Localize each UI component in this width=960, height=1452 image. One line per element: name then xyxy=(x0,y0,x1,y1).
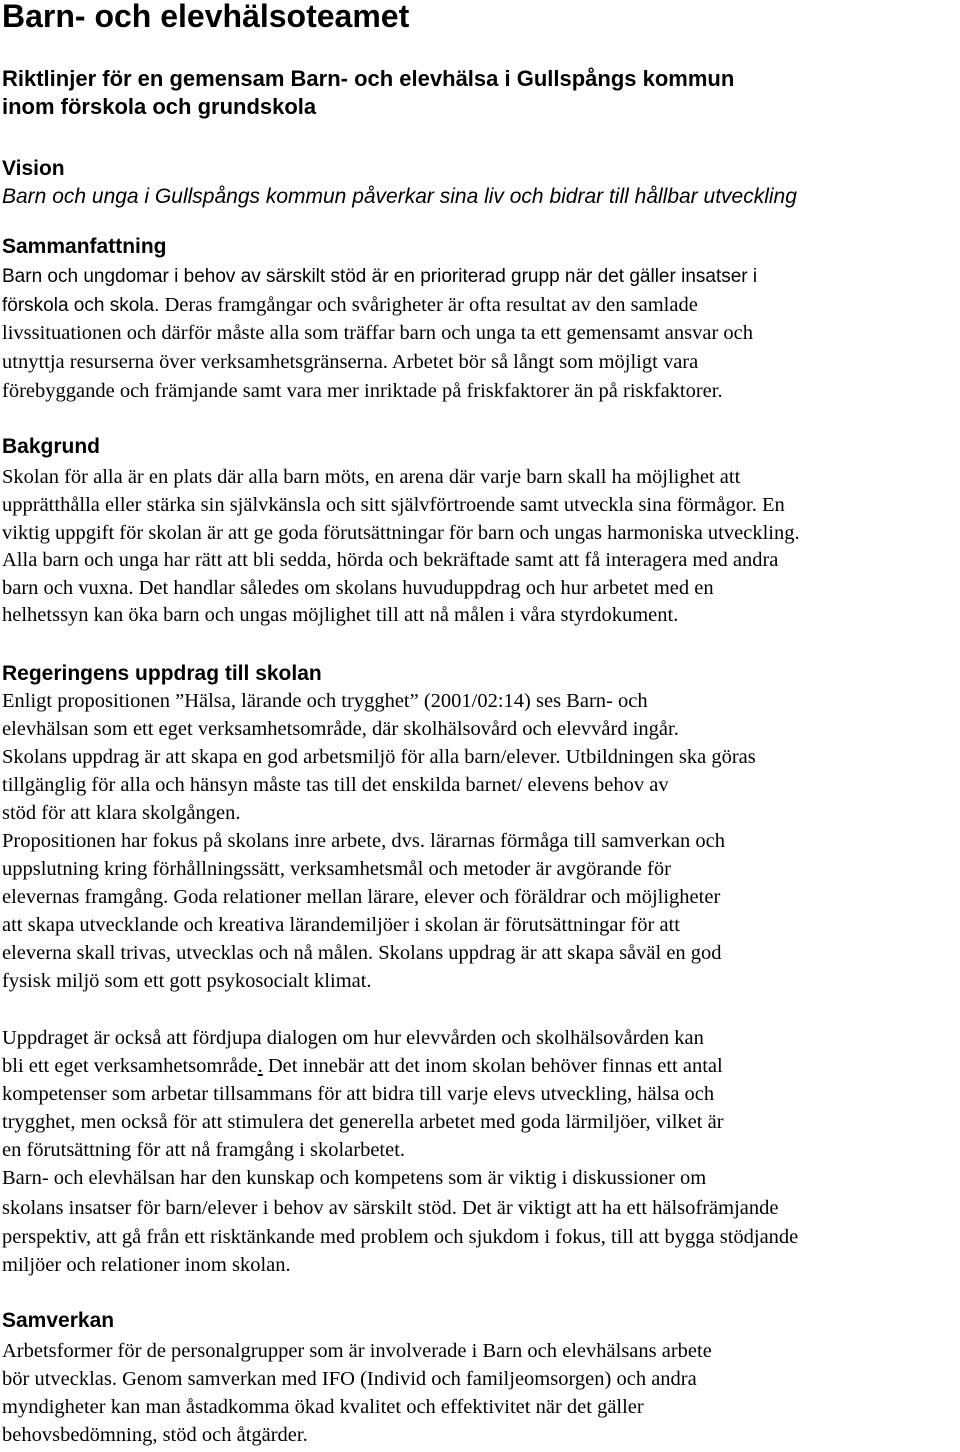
bakgrund-line: helhetssyn kan öka barn och ungas möjlighet till att nå målen i våra styrdokument. xyxy=(2,604,679,626)
regeringens-line: Enligt propositionen ”Hälsa, lärande och trygghet” (2001/02:14) ses Barn- och xyxy=(2,690,648,712)
samverkan-line: behovsbedömning, stöd och åtgärder. xyxy=(2,1424,308,1446)
regeringens-line: elevhälsan som ett eget verksamhetsområde, där skolhälsovård och elevvård ingår. xyxy=(2,718,679,740)
para2-line-2-part-c: Det innebär att det inom skolan behöver finnas ett antal xyxy=(262,1055,723,1077)
regeringens-para2-line: trygghet, men också för att stimulera det generella arbetet med goda lärmiljöer, vilket är xyxy=(2,1111,724,1133)
regeringens-line: tillgänglig för alla och hänsyn måste tas till det enskilda barnet/ elevens behov av xyxy=(2,774,669,796)
regeringens-para2-line: en förutsättning för att nå framgång i skolarbetet. xyxy=(2,1139,406,1161)
sammanfattning-line-2-sans: förskola och skola. xyxy=(2,295,160,316)
sammanfattning-line-2 xyxy=(2,294,698,317)
regeringens-para2-line: Barn- och elevhälsan har den kunskap och kompetens som är viktig i diskussioner om xyxy=(2,1167,707,1189)
sammanfattning-line-5: förebyggande och främjande samt vara mer inriktade på friskfaktorer än på riskfaktorer. xyxy=(2,380,723,402)
samverkan-line: myndigheter kan man åstadkomma ökad kvalitet och effektivitet när det gäller xyxy=(2,1396,644,1418)
bakgrund-line: Skolan för alla är en plats där alla barn möts, en arena där varje barn skall ha möjlighet att xyxy=(2,466,741,488)
regeringens-para2-line: kompetenser som arbetar tillsammans för att bidra till varje elevs utveckling, hälsa och xyxy=(2,1083,715,1105)
samverkan-line: bör utvecklas. Genom samverkan med IFO (Individ och familjeomsorgen) och andra xyxy=(2,1368,697,1390)
vision-text: Barn och unga i Gullspångs kommun påverkar sina liv och bidrar till hållbar utveckling xyxy=(2,185,797,208)
subtitle-line-1: Riktlinjer för en gemensam Barn- och elevhälsa i Gullspångs kommun xyxy=(2,66,735,91)
regeringens-line: eleverna skall trivas, utvecklas och nå målen. Skolans uppdrag är att skapa såväl en god xyxy=(2,942,722,964)
regeringens-para2-line: miljöer och relationer inom skolan. xyxy=(2,1254,291,1276)
bakgrund-heading: Bakgrund xyxy=(2,435,101,458)
para2-line-2-part-a: bli ett eget verksamhetsområde xyxy=(2,1055,258,1077)
regeringens-line: uppslutning kring förhållningssätt, verksamhetsmål och metoder är avgörande för xyxy=(2,858,671,880)
regeringens-para2-line-2 xyxy=(2,1055,723,1078)
sammanfattning-line-3: livssituationen och därför måste alla som träffar barn och unga ta ett gemensamt ansvar och xyxy=(2,322,754,344)
subtitle-line-2: inom förskola och grundskola xyxy=(2,94,317,119)
bakgrund-line: upprätthålla eller stärka sin självkänsla och sitt självförtroende samt utveckla sina förmågor. En xyxy=(2,494,785,516)
regeringens-para2-line: skolans insatser för barn/elever i behov av särskilt stöd. Det är viktigt att ha ett hälsofrämjande xyxy=(2,1197,779,1219)
bakgrund-line: Alla barn och unga har rätt att bli sedda, hörda och bekräftade samt att få interagera med andra xyxy=(2,549,779,571)
sammanfattning-line-4: utnyttja resurserna över verksamhetsgränserna. Arbetet bör så långt som möjligt vara xyxy=(2,351,699,373)
samverkan-heading: Samverkan xyxy=(2,1309,115,1332)
samverkan-line: Arbetsformer för de personalgrupper som är involverade i Barn och elevhälsans arbete xyxy=(2,1340,712,1362)
regeringens-line: Skolans uppdrag är att skapa en god arbetsmiljö för alla barn/elever. Utbildningen ska göras xyxy=(2,746,756,768)
bakgrund-line: barn och vuxna. Det handlar således om skolans huvuduppdrag och hur arbetet med en xyxy=(2,577,714,599)
vision-heading: Vision xyxy=(2,157,65,180)
regeringens-para2-line: perspektiv, att gå från ett risktänkande med problem och sjukdom i fokus, till att bygga stödjande xyxy=(2,1226,799,1248)
regeringens-para2-line-1: Uppdraget är också att fördjupa dialogen om hur elevvården och skolhälsovården kan xyxy=(2,1027,704,1049)
page-title: Barn- och elevhälsoteamet xyxy=(2,0,410,34)
sammanfattning-heading: Sammanfattning xyxy=(2,235,167,258)
regeringens-heading: Regeringens uppdrag till skolan xyxy=(2,662,322,685)
regeringens-line: elevernas framgång. Goda relationer mellan lärare, elever och föräldrar och möjligheter xyxy=(2,886,721,908)
bakgrund-line: viktig uppgift för skolan är att ge goda förutsättningar för barn och ungas harmoniska utveckling. xyxy=(2,522,800,544)
sammanfattning-line-2-serif: Deras framgångar och svårigheter är ofta resultat av den samlade xyxy=(159,294,698,316)
regeringens-line: att skapa utvecklande och kreativa lärandemiljöer i skolan är förutsättningar för att xyxy=(2,914,680,936)
regeringens-line: stöd för att klara skolgången. xyxy=(2,802,241,824)
sammanfattning-line-1: Barn och ungdomar i behov av särskilt stöd är en prioriterad grupp när det gäller insatser i xyxy=(2,266,758,287)
para2-line-2-underlined-period: . xyxy=(257,1055,263,1077)
regeringens-line: Propositionen har fokus på skolans inre arbete, dvs. lärarnas förmåga till samverkan och xyxy=(2,830,725,852)
regeringens-line: fysisk miljö som ett gott psykosocialt klimat. xyxy=(2,970,372,992)
